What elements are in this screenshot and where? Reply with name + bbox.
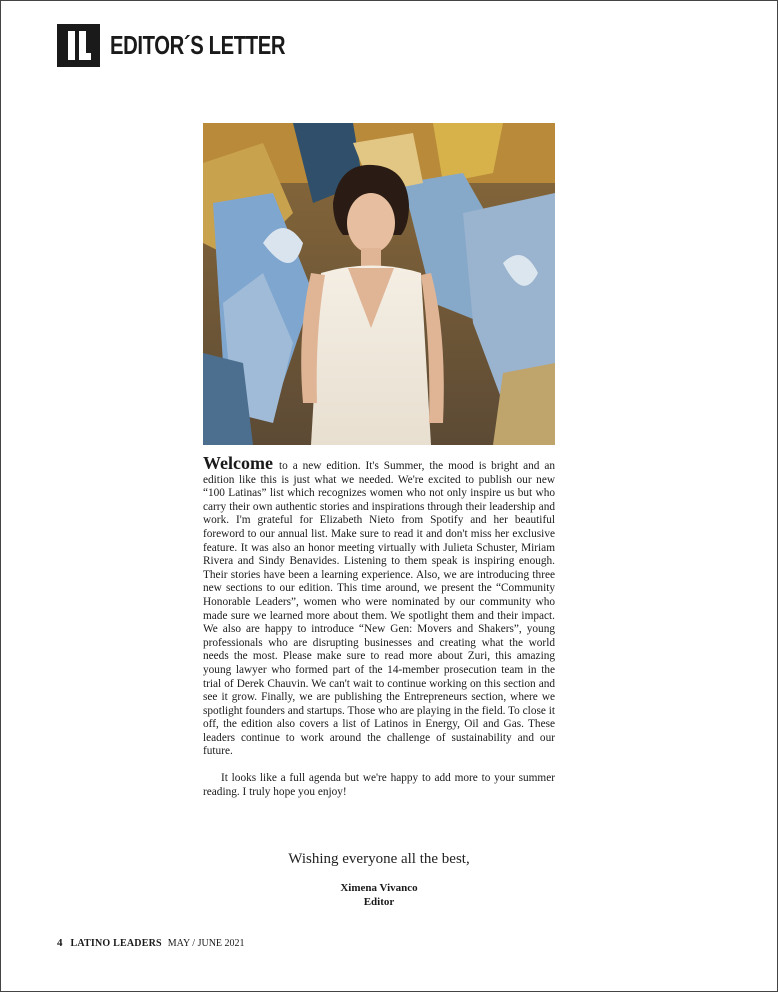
closing-line: Wishing everyone all the best, <box>288 851 470 867</box>
paragraph-1-text: to a new edition. It's Summer, the mood is bright and an edition like this is just what we needed. We're excited to publish our new “100 Latinas” list which recognizes women who not only inspire us but who carry their own authentic stories and inspirations through their leadership and work. I'm grateful for Elizabeth Nieto from Spotify and her beautiful foreword to our annual list. Make sure to read it and don't miss her exclusive feature. It was also an honor meeting virtually with Julieta Schuster, Miriam Rivera and Sindy Benavides. Listening to them speak is inspiring enough. Their stories have been a learning experience. Also, we are introducing three new sections to our edition. This time around, we present the “Community Honorable Leaders”, women who were nominated by our community who made sure we learned more about them. We spotlight them and their impact. We also are happy to introduce “New Gen: Movers and Shakers”, young professionals who are disrupting businesses and creating what the world needs the most. Please make sure to read more about Zuri, this amazing young lawyer who formed part of the 14-member prosecution team in the trial of Derek Chauvin. We can't wait to continue working on this section and see it grow. Finally, we are publishing the Entrepreneurs section, where we spotlight founders and startups. Those who are playing in the field. To close it off, the edition also covers a list of Latinos in Energy, Oil and Gas. These leaders continue to work around the challenge of sustainability and our future. <box>203 460 555 758</box>
ll-logo-icon <box>57 24 100 67</box>
section-title: EDITOR´S LETTER <box>110 30 286 60</box>
article-body <box>203 453 555 799</box>
signature-title: Editor <box>363 896 395 908</box>
signature-name: Ximena Vivanco <box>340 882 418 894</box>
lead-word: Welcome <box>203 453 273 473</box>
portrait-photo <box>203 123 555 445</box>
publication-name: LATINO LEADERS <box>70 938 162 949</box>
page-number: 4 <box>57 937 63 949</box>
page-footer <box>57 937 245 949</box>
issue-date: MAY / JUNE 2021 <box>167 938 245 949</box>
article-paragraph-1 <box>203 453 555 759</box>
article-paragraph-2: It looks like a full agenda but we're happy to add more to your summer reading. I truly hope you enjoy! <box>203 772 555 798</box>
